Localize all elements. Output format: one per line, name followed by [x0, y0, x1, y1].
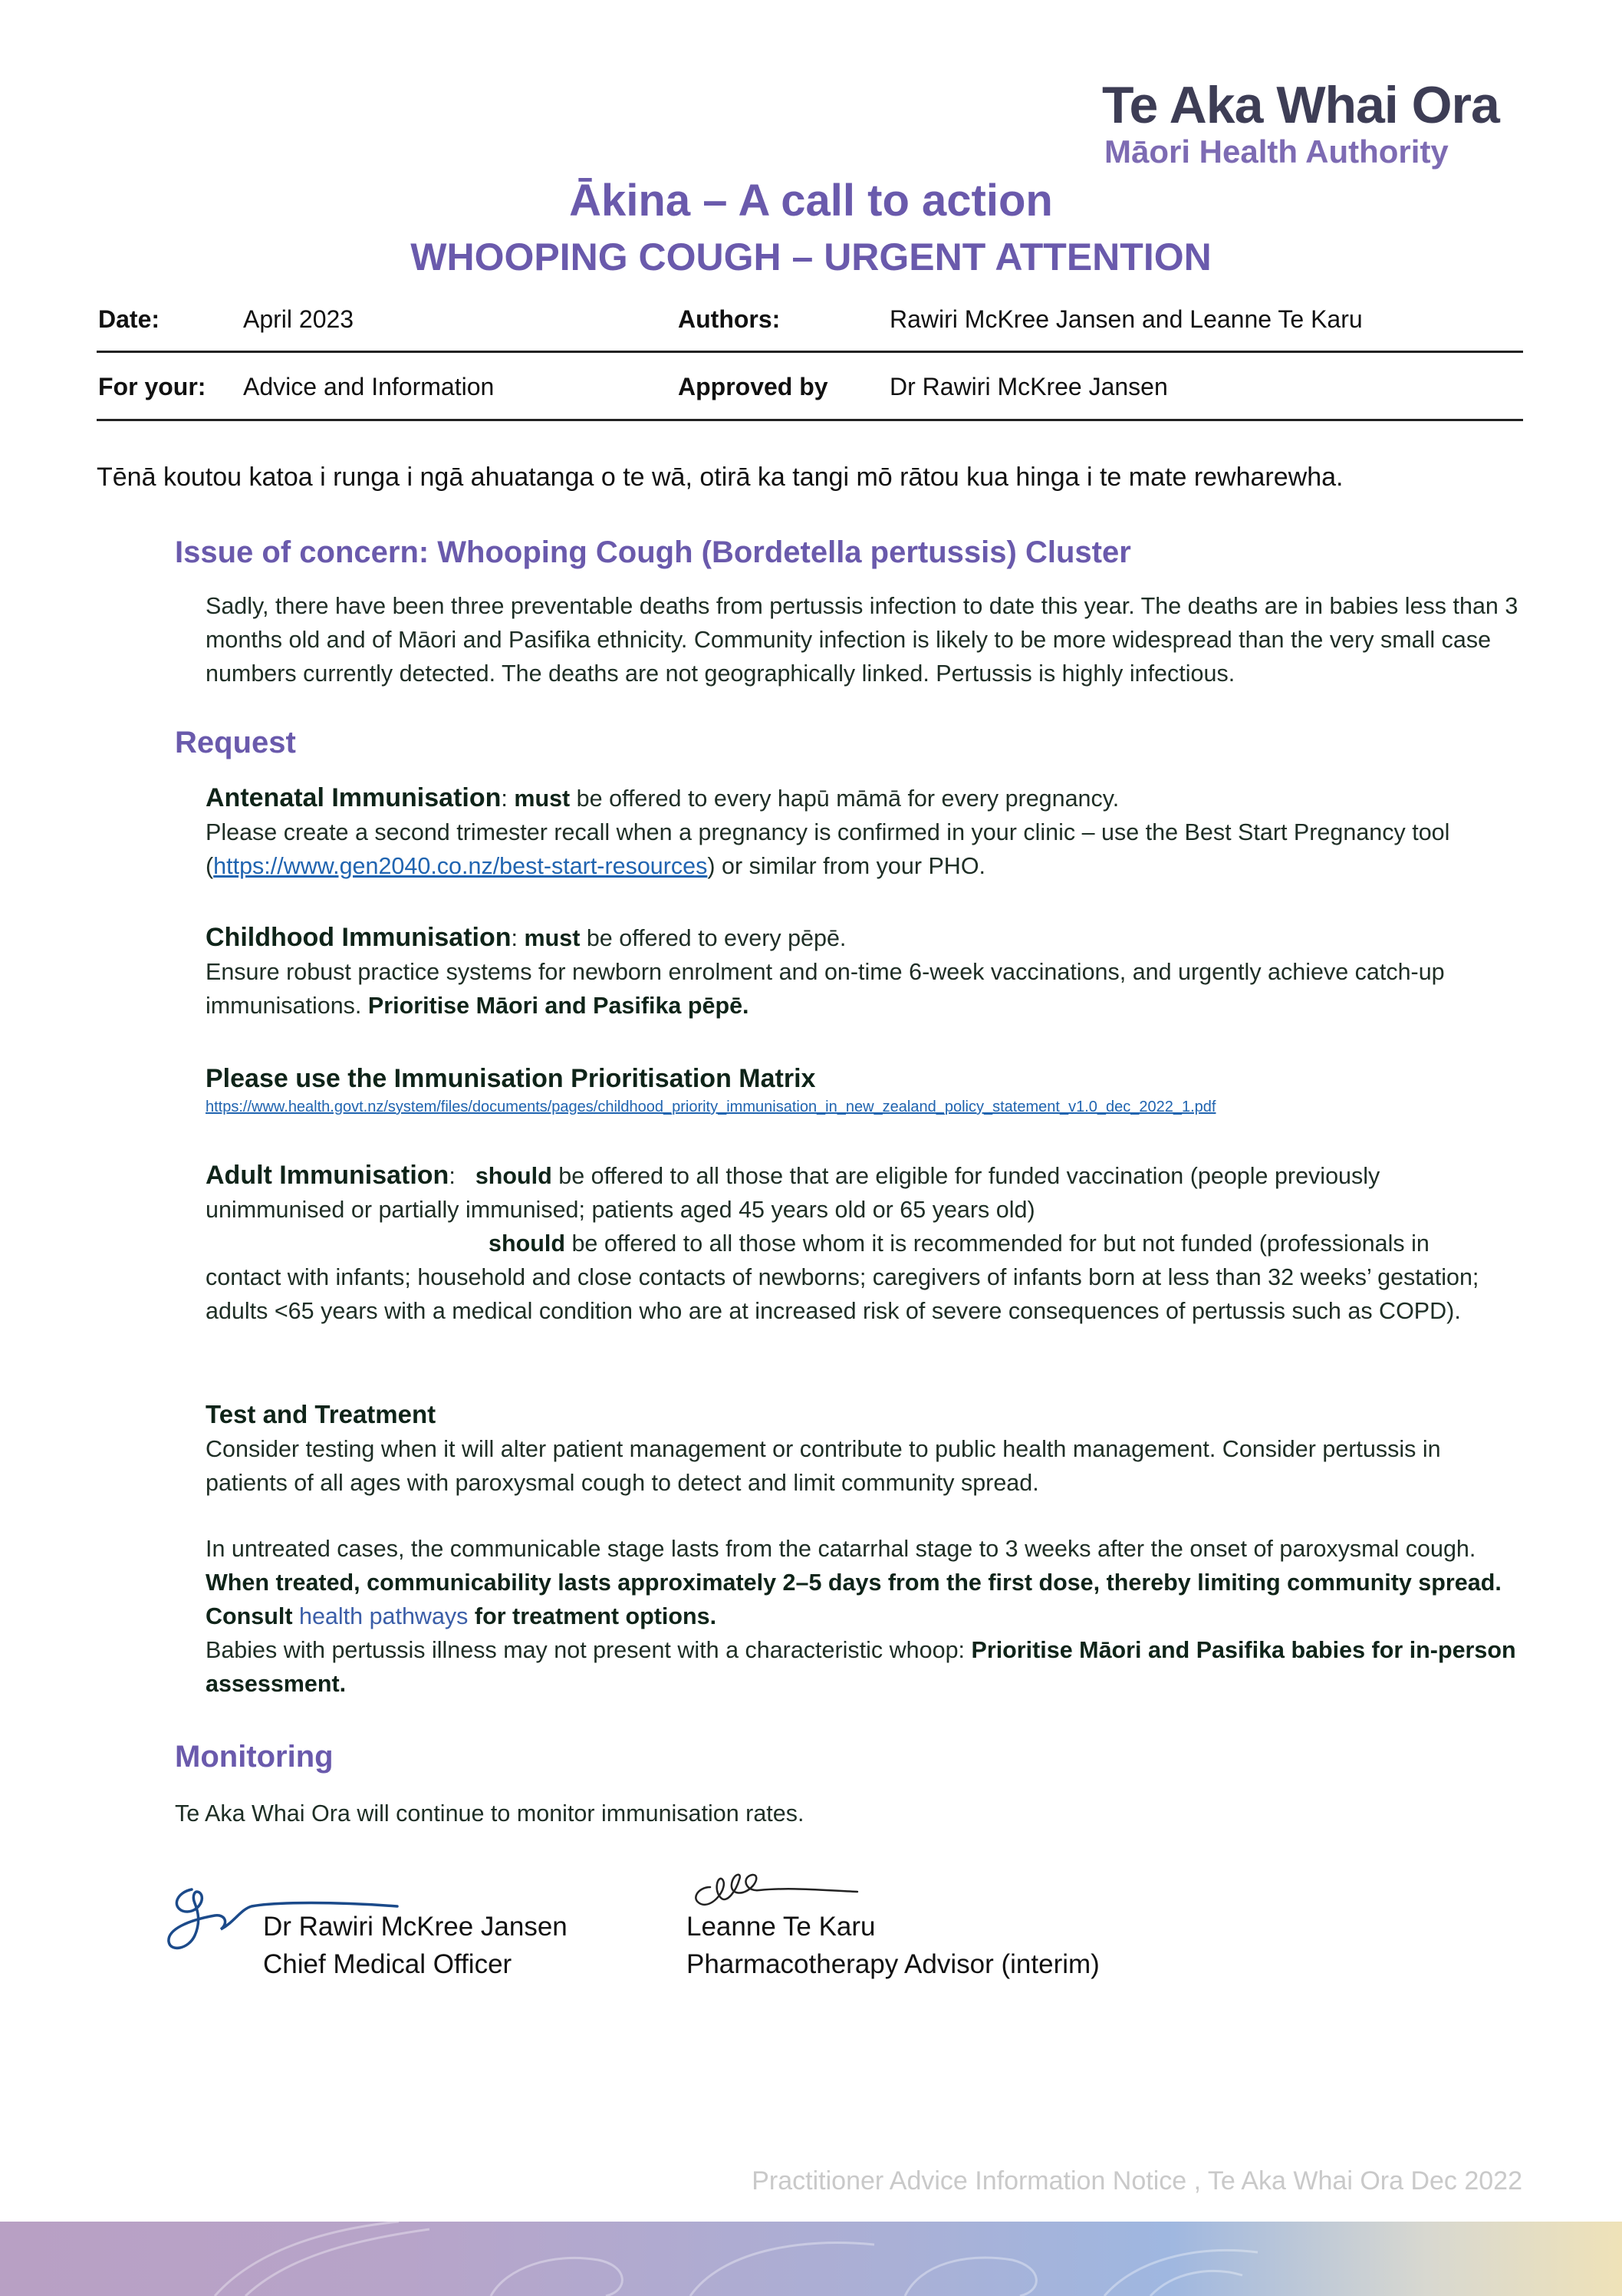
logo-subtitle: Māori Health Authority [1104, 133, 1449, 170]
signatory-2 [686, 1908, 1100, 1983]
issue-heading: Issue of concern: Whooping Cough (Bordetella pertussis) Cluster [175, 535, 1131, 569]
authors-value: Rawiri McKree Jansen and Leanne Te Karu [890, 305, 1363, 333]
page-subtitle: WHOOPING COUGH – URGENT ATTENTION [410, 236, 1212, 278]
test-heading: Test and Treatment [206, 1400, 436, 1428]
issue-body: Sadly, there have been three preventable deaths from pertussis infection to date this year. The deaths are in babies less than 3 months old and of Māori and Pasifika ethnicity. Community infection is likely to be more widespread than the very small case numbers currently detected. The deaths are not geographically linked. Pertussis is highly infectious. [206, 593, 1518, 687]
signatory-2-name: Leanne Te Karu [686, 1912, 876, 1942]
approved-label: Approved by [678, 373, 828, 400]
for-label: For your: [98, 373, 206, 400]
monitoring-heading: Monitoring [175, 1740, 334, 1774]
antenatal-heading: Antenatal Immunisation [206, 783, 502, 812]
table-divider [97, 351, 1523, 353]
date-label: Date: [98, 305, 160, 333]
greeting: Tēnā koutou katoa i runga i ngā ahuatanga o te wā, otirā ka tangi mō rātou kua hinga i te mate rewharewha. [97, 463, 1344, 492]
childhood-heading: Childhood Immunisation [206, 923, 512, 952]
signatory-1-name: Dr Rawiri McKree Jansen [263, 1912, 568, 1942]
footer-note: Practitioner Advice Information Notice , Te Aka Whai Ora Dec 2022 [752, 2166, 1522, 2196]
approved-value: Dr Rawiri McKree Jansen [890, 373, 1168, 400]
signatory-2-role: Pharmacotherapy Advisor (interim) [686, 1949, 1100, 1979]
koru-pattern-icon [0, 2222, 1622, 2296]
for-value: Advice and Information [243, 373, 495, 400]
table-divider [97, 419, 1523, 421]
antenatal-section: Antenatal Immunisation: must be offered to every hapū māmā for every pregnancy. Please create a second trimester recall when a pregnancy is confirmed in your clinic – use the Best Start Pregnancy tool (https://www.gen2040.co.nz/best-start-resources) or similar from your PHO. [206, 783, 1450, 879]
matrix-link[interactable]: https://www.health.govt.nz/system/files/documents/pages/childhood_priority_immunisation_in_new_zealand_policy_statement_v1.0_dec_2022_1.pdf [206, 1099, 1216, 1115]
adult-heading: Adult Immunisation [206, 1161, 449, 1190]
matrix-heading: Please use the Immunisation Prioritisation Matrix [206, 1064, 816, 1093]
monitoring-body: Te Aka Whai Ora will continue to monitor immunisation rates. [175, 1800, 804, 1827]
treatment-section: In untreated cases, the communicable stage lasts from the catarrhal stage to 3 weeks after the onset of paroxysmal cough. When treated, communicability lasts approximately 2–5 days from the first dose, thereby limiting community spread. Consult health pathways for treatment options. Babies with pertussis illness may not present with a characteristic whoop: Prioritise Māori and Pasifika babies for in-person assessment. [206, 1536, 1516, 1697]
health-pathways-link[interactable]: health pathways [299, 1603, 469, 1629]
date-value: April 2023 [243, 305, 354, 333]
adult-section: Adult Immunisation: should be offered to all those that are eligible for funded vaccination (people previously unimmunised or partially immunised; patients aged 45 years old or 65 years old) should be offered to all those whom it is recommended for but not funded (professionals in contact with infants; household and close contacts of newborns; caregivers of infants born at less than 32 weeks’ gestation; adults <65 years with a medical condition who are at increased risk of severe consequences of pertussis such as COPD). [206, 1161, 1479, 1324]
signatory-1-role: Chief Medical Officer [263, 1949, 512, 1979]
best-start-link[interactable]: https://www.gen2040.co.nz/best-start-resources [213, 853, 708, 879]
signatory-1 [263, 1908, 568, 1983]
logo-title: Te Aka Whai Ora [1102, 76, 1499, 134]
test-section: Test and Treatment Consider testing when it will alter patient management or contribute to public health management. Consider pertussis in patients of all ages with paroxysmal cough to detect and limit community spread. [206, 1400, 1441, 1496]
matrix-section [206, 1062, 1525, 1096]
request-heading: Request [175, 726, 296, 759]
page-title: Ākina – A call to action [569, 176, 1053, 226]
footer-band [0, 2222, 1622, 2296]
authors-label: Authors: [678, 305, 781, 333]
childhood-section: Childhood Immunisation: must be offered to every pēpē. Ensure robust practice systems for newborn enrolment and on-time 6-week vaccinations, and urgently achieve catch-up immunisations. Prioritise Māori and Pasifika pēpē. [206, 923, 1445, 1019]
